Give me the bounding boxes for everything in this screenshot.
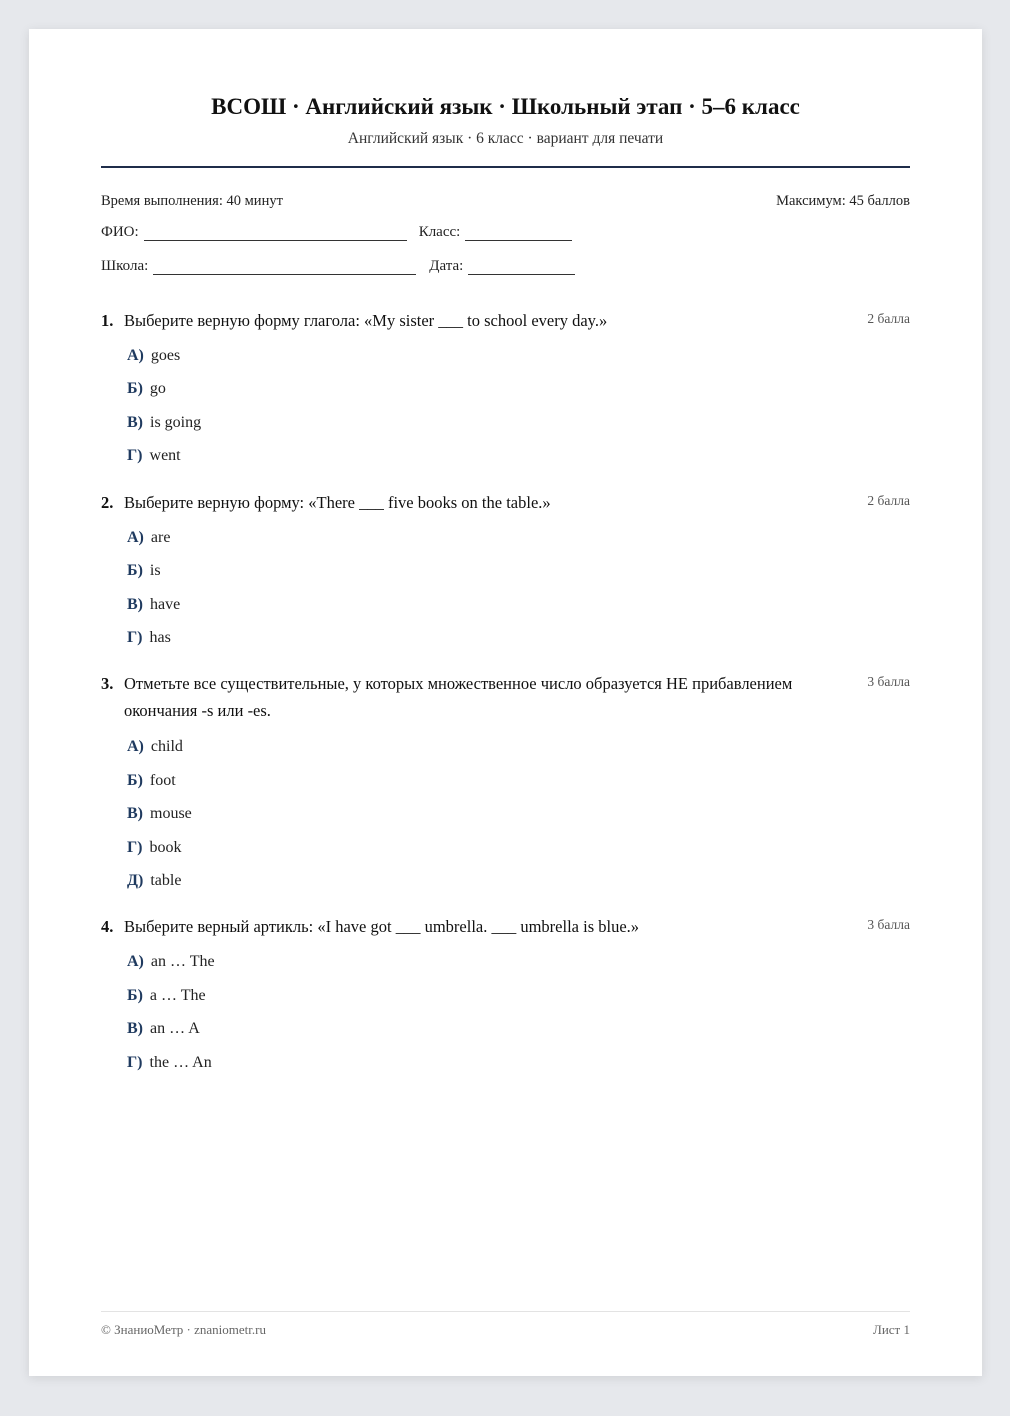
question-3 xyxy=(101,670,910,889)
time-limit: Время выполнения: 40 минут xyxy=(101,193,283,209)
max-score: Максимум: 45 баллов xyxy=(776,193,910,209)
question-number: 4. xyxy=(101,917,114,936)
answer-option[interactable] xyxy=(127,414,201,432)
option-letter: В) xyxy=(127,596,143,613)
fio-class-row xyxy=(101,224,572,241)
option-letter: А) xyxy=(127,347,144,364)
option-letter: Г) xyxy=(127,629,143,646)
option-letter: Б) xyxy=(127,380,143,397)
answer-option[interactable] xyxy=(127,953,215,971)
school-label: Школа: xyxy=(101,258,149,274)
answer-option[interactable] xyxy=(127,1020,200,1038)
question-text: Выберите верную форму: «There ___ five books on the table.» xyxy=(124,493,551,512)
footer-page-number: Лист 1 xyxy=(873,1322,910,1337)
question-header xyxy=(101,307,910,334)
option-text: is going xyxy=(150,414,202,431)
option-letter: Б) xyxy=(127,772,143,789)
question-header xyxy=(101,670,910,724)
answer-option[interactable] xyxy=(127,629,171,647)
question-1 xyxy=(101,307,910,464)
option-letter: А) xyxy=(127,738,144,755)
fio-label: ФИО: xyxy=(101,224,139,240)
option-text: the … An xyxy=(149,1054,212,1071)
sheet-content xyxy=(101,29,910,1376)
question-text: Выберите верную форму глагола: «My sister ___ to school every day.» xyxy=(124,311,608,330)
question-number: 1. xyxy=(101,311,114,330)
question-points: 2 балла xyxy=(867,311,910,326)
option-text: mouse xyxy=(150,805,192,822)
answer-option[interactable] xyxy=(127,562,161,580)
answer-option[interactable] xyxy=(127,447,181,465)
option-text: table xyxy=(150,872,182,889)
option-letter: В) xyxy=(127,1020,143,1037)
page-title: ВСОШ · Английский язык · Школьный этап · 5–6 класс xyxy=(211,94,800,119)
answer-option[interactable] xyxy=(127,596,180,614)
option-text: book xyxy=(149,839,182,856)
answer-option[interactable] xyxy=(127,738,183,756)
school-blank-line[interactable] xyxy=(153,260,416,275)
fio-blank-line[interactable] xyxy=(144,226,407,241)
class-label: Класс: xyxy=(418,224,461,240)
option-letter: Д) xyxy=(127,872,144,889)
question-text: Отметьте все существительные, у которых множественное число образуется НЕ прибавлением окончания -s или -es. xyxy=(124,674,793,720)
question-number: 2. xyxy=(101,493,114,512)
option-text: has xyxy=(149,629,171,646)
question-2 xyxy=(101,489,910,646)
option-text: went xyxy=(149,447,181,464)
option-letter: Г) xyxy=(127,839,143,856)
question-number: 3. xyxy=(101,674,114,693)
answer-option[interactable] xyxy=(127,987,206,1005)
option-text: is xyxy=(149,562,161,579)
option-letter: Б) xyxy=(127,562,143,579)
footer-copyright: © ЗнаниоМетр · znaniometr.ru xyxy=(101,1322,266,1337)
answer-option[interactable] xyxy=(127,529,170,547)
question-text: Выберите верный артикль: «I have got ___ umbrella. ___ umbrella is blue.» xyxy=(124,917,640,936)
option-text: foot xyxy=(149,772,176,789)
answer-option[interactable] xyxy=(127,805,192,823)
option-text: child xyxy=(150,738,183,755)
question-points: 3 балла xyxy=(867,917,910,932)
option-letter: В) xyxy=(127,414,143,431)
school-date-row xyxy=(101,258,575,275)
answer-option[interactable] xyxy=(127,1054,212,1072)
option-text: an … The xyxy=(150,953,215,970)
printable-sheet xyxy=(29,29,982,1376)
option-text: go xyxy=(149,380,166,397)
class-blank-line[interactable] xyxy=(465,226,572,241)
date-blank-line[interactable] xyxy=(468,260,575,275)
question-points: 2 балла xyxy=(867,493,910,508)
answer-option[interactable] xyxy=(127,347,180,365)
answer-option[interactable] xyxy=(127,380,166,398)
answer-option[interactable] xyxy=(127,772,176,790)
question-header xyxy=(101,489,910,516)
option-letter: Б) xyxy=(127,987,143,1004)
option-text: a … The xyxy=(149,987,206,1004)
date-label: Дата: xyxy=(429,258,464,274)
option-text: are xyxy=(150,529,171,546)
option-letter: А) xyxy=(127,953,144,970)
option-text: an … A xyxy=(150,1020,200,1037)
footer-divider xyxy=(101,1311,910,1312)
answer-option[interactable] xyxy=(127,872,181,890)
option-text: have xyxy=(150,596,181,613)
option-letter: А) xyxy=(127,529,144,546)
answer-option[interactable] xyxy=(127,839,182,857)
page-subtitle: Английский язык · 6 класс · вариант для печати xyxy=(347,130,664,147)
question-points: 3 балла xyxy=(867,674,910,689)
question-header xyxy=(101,913,910,940)
option-text: goes xyxy=(150,347,181,364)
option-letter: Г) xyxy=(127,1054,143,1071)
option-letter: Г) xyxy=(127,447,143,464)
question-4 xyxy=(101,913,910,1071)
header-divider xyxy=(101,166,910,168)
option-letter: В) xyxy=(127,805,143,822)
